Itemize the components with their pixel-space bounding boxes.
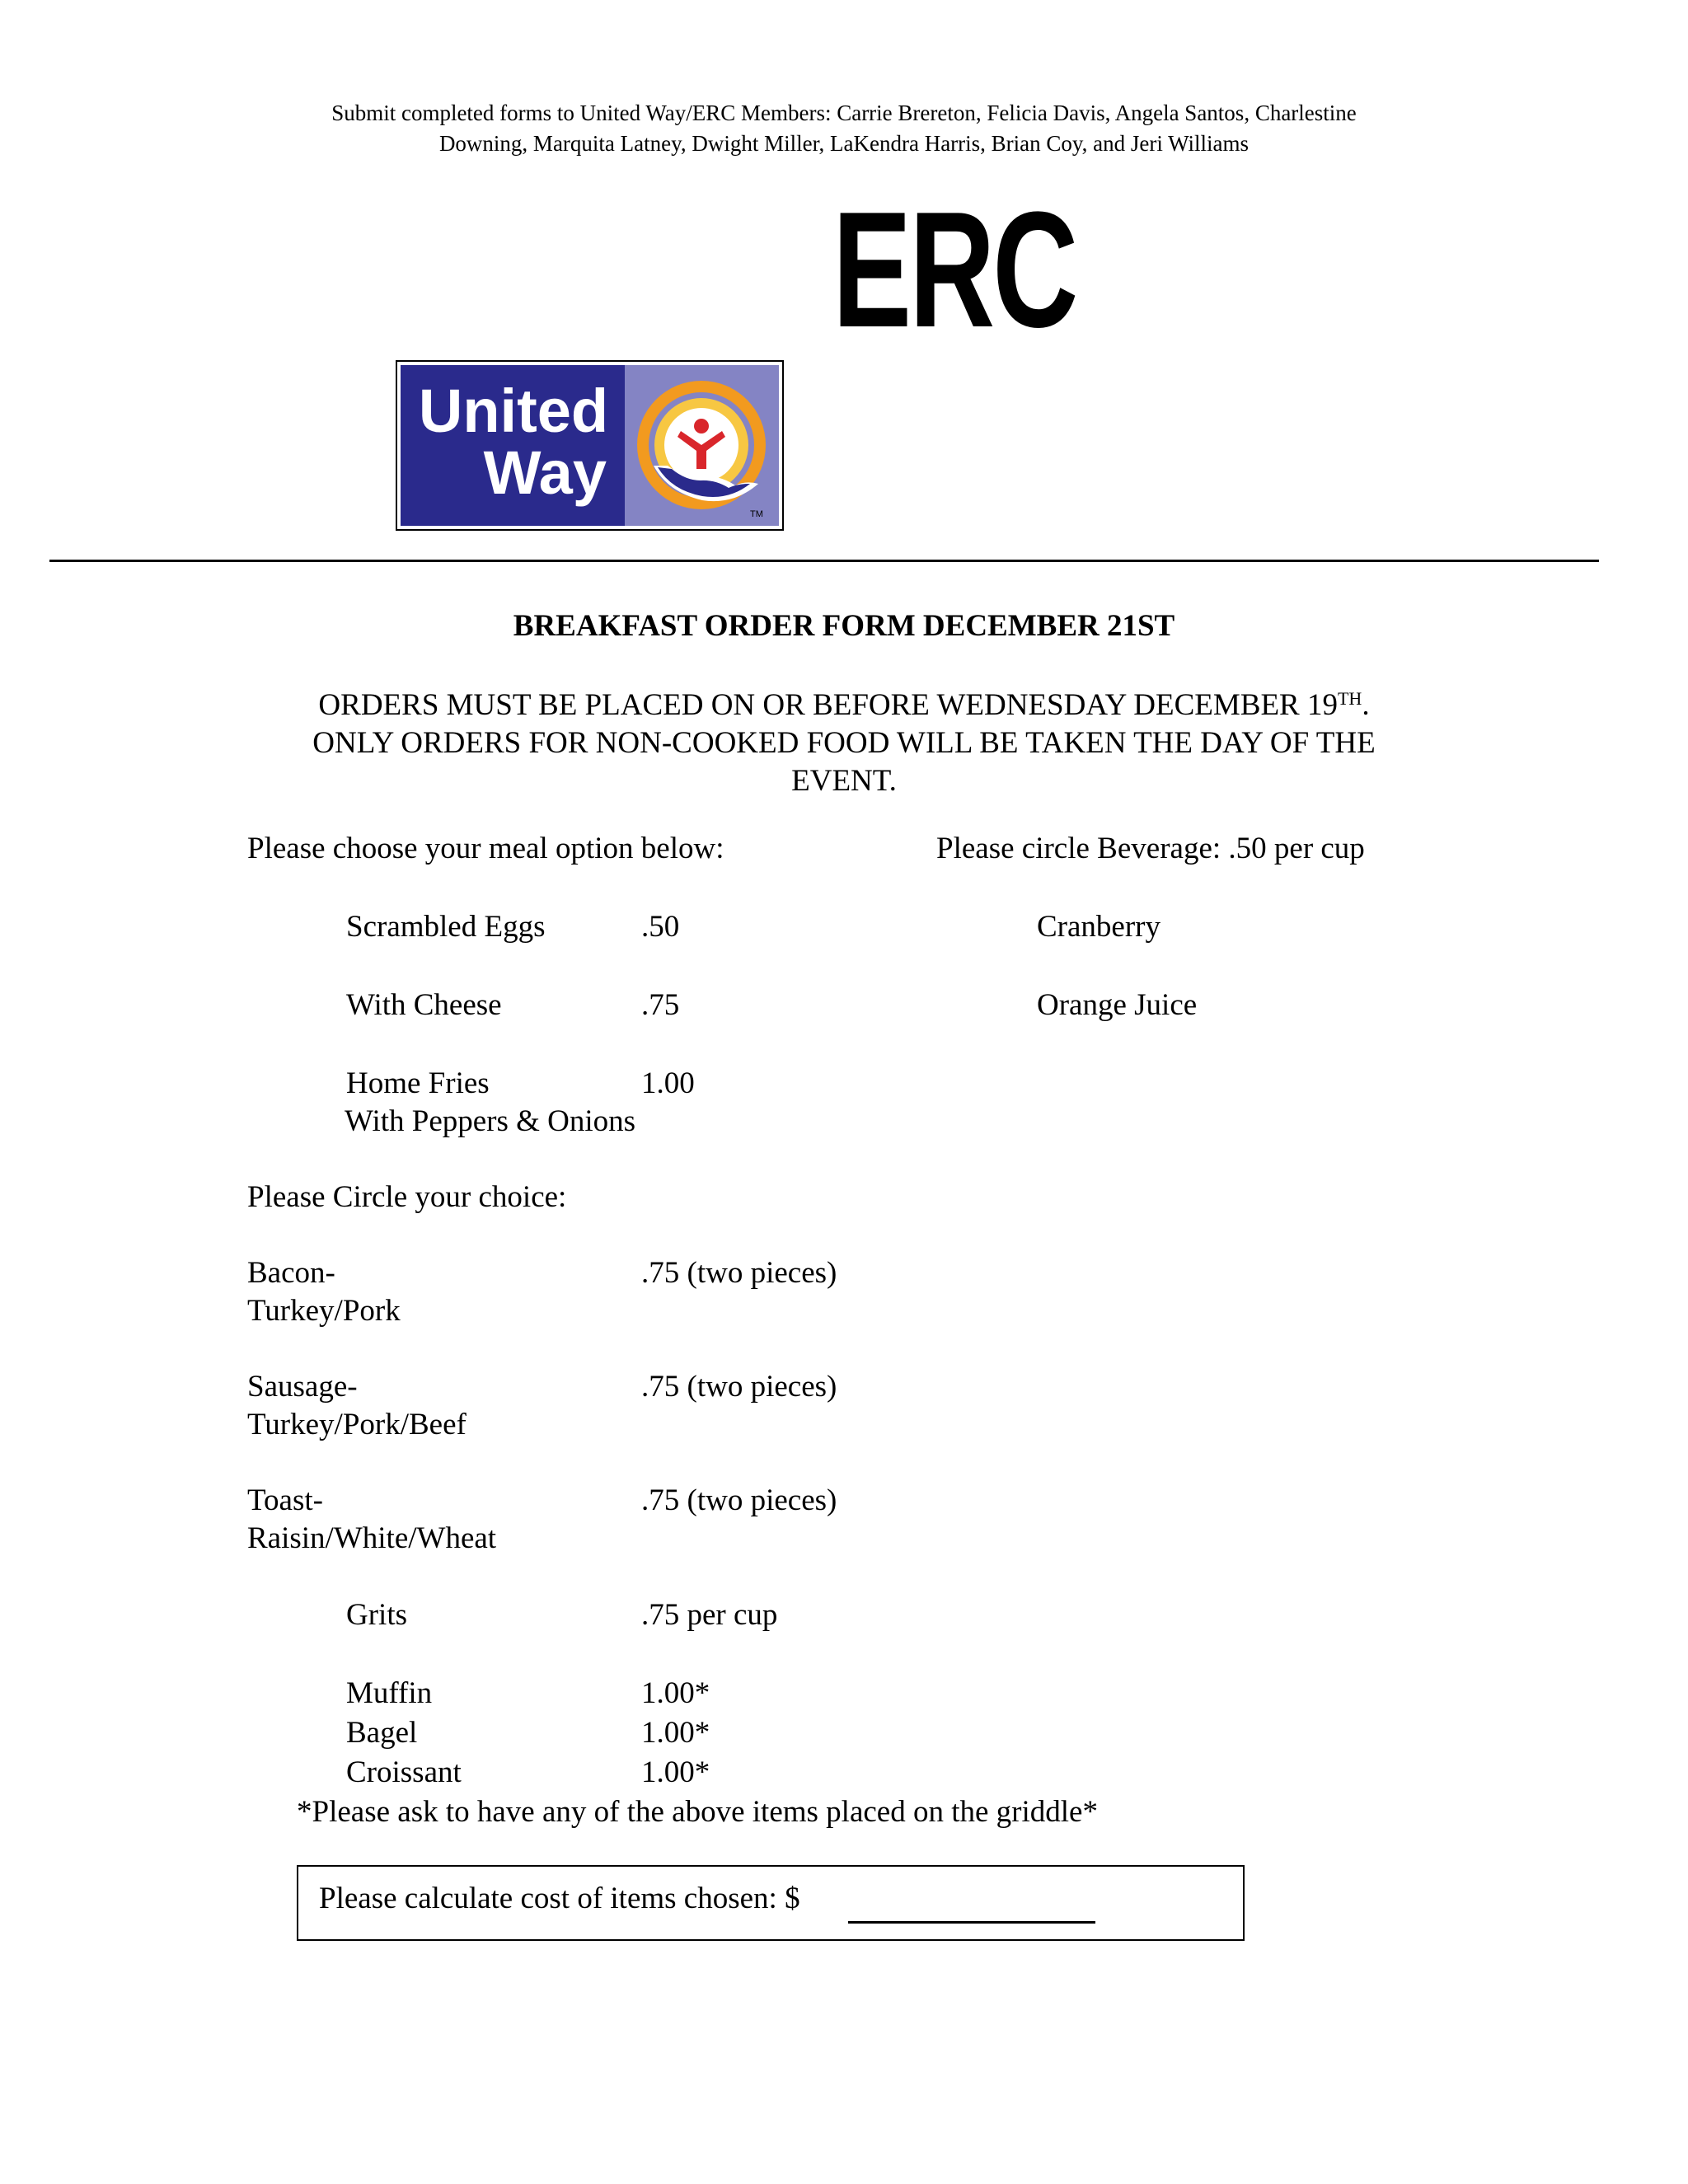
choice-item-price: .75 (two pieces): [641, 1483, 837, 1517]
meal-option-price: .50: [641, 910, 680, 944]
grits-item[interactable]: Grits: [346, 1598, 407, 1632]
logo-word-way: Way: [483, 438, 607, 507]
choice-heading: Please Circle your choice:: [247, 1180, 567, 1214]
meal-option-name[interactable]: Scrambled Eggs: [346, 910, 546, 944]
trademark-mark: TM: [750, 509, 763, 519]
bread-item-price: 1.00*: [641, 1755, 710, 1789]
submit-line-2: Downing, Marquita Latney, Dwight Miller, LaKendra Harris, Brian Coy, and Jeri Williams: [438, 131, 1250, 156]
submit-line-1: Submit completed forms to United Way/ERC Members: Carrie Brereton, Felicia Davis, Angela Santos, Charlestine: [331, 101, 1357, 125]
notice-line-1: ORDERS MUST BE PLACED ON OR BEFORE WEDNESDAY DECEMBER 19TH.: [318, 688, 1370, 722]
bread-item[interactable]: Croissant: [346, 1755, 462, 1789]
cost-calculation-label: Please calculate cost of items chosen: $: [319, 1882, 800, 1915]
meal-option-name[interactable]: Home Fries: [346, 1066, 490, 1100]
meal-option-price: 1.00: [641, 1066, 695, 1100]
bread-item-price: 1.00*: [641, 1716, 710, 1750]
grits-price: .75 per cup: [641, 1598, 778, 1632]
meal-option-price: .75: [641, 988, 680, 1022]
meal-option-name[interactable]: With Cheese: [346, 988, 502, 1022]
choice-item-name: Toast-: [247, 1483, 323, 1517]
bread-item[interactable]: Muffin: [346, 1676, 433, 1710]
notice-line-3: EVENT.: [791, 764, 897, 798]
notice-line-2: ONLY ORDERS FOR NON-COOKED FOOD WILL BE TAKEN THE DAY OF THE: [312, 726, 1376, 760]
beverage-option[interactable]: Orange Juice: [1037, 988, 1198, 1022]
beverage-heading: Please circle Beverage: .50 per cup: [936, 832, 1365, 865]
bread-item-price: 1.00*: [641, 1676, 710, 1710]
header-divider: [49, 560, 1599, 562]
order-deadline-notice: [0, 687, 1688, 800]
united-way-logo-graphic: [396, 360, 784, 531]
beverage-option[interactable]: Cranberry: [1037, 910, 1160, 944]
form-title: BREAKFAST ORDER FORM DECEMBER 21ST: [513, 609, 1175, 643]
cost-calculation-box: [297, 1865, 1245, 1941]
logo-word-united: United: [418, 377, 609, 445]
united-way-logo: [396, 360, 784, 531]
griddle-note: *Please ask to have any of the above items placed on the griddle*: [297, 1795, 1098, 1829]
choice-item-name: Sausage-: [247, 1370, 358, 1404]
rainbow-hand-icon: [637, 381, 766, 509]
choice-item-options[interactable]: Turkey/Pork: [247, 1294, 401, 1328]
erc-logo: ERC: [832, 178, 1076, 362]
submit-instructions: [0, 98, 1688, 159]
meal-option-heading: Please choose your meal option below:: [247, 832, 724, 865]
meal-option-note: With Peppers & Onions: [345, 1104, 636, 1138]
choice-item-options[interactable]: Turkey/Pork/Beef: [247, 1408, 467, 1441]
cost-entry-line[interactable]: [848, 1921, 1095, 1924]
choice-item-price: .75 (two pieces): [641, 1256, 837, 1290]
choice-item-name: Bacon-: [247, 1256, 335, 1290]
bread-item[interactable]: Bagel: [346, 1716, 418, 1750]
choice-item-price: .75 (two pieces): [641, 1370, 837, 1404]
choice-item-options[interactable]: Raisin/White/Wheat: [247, 1521, 497, 1555]
